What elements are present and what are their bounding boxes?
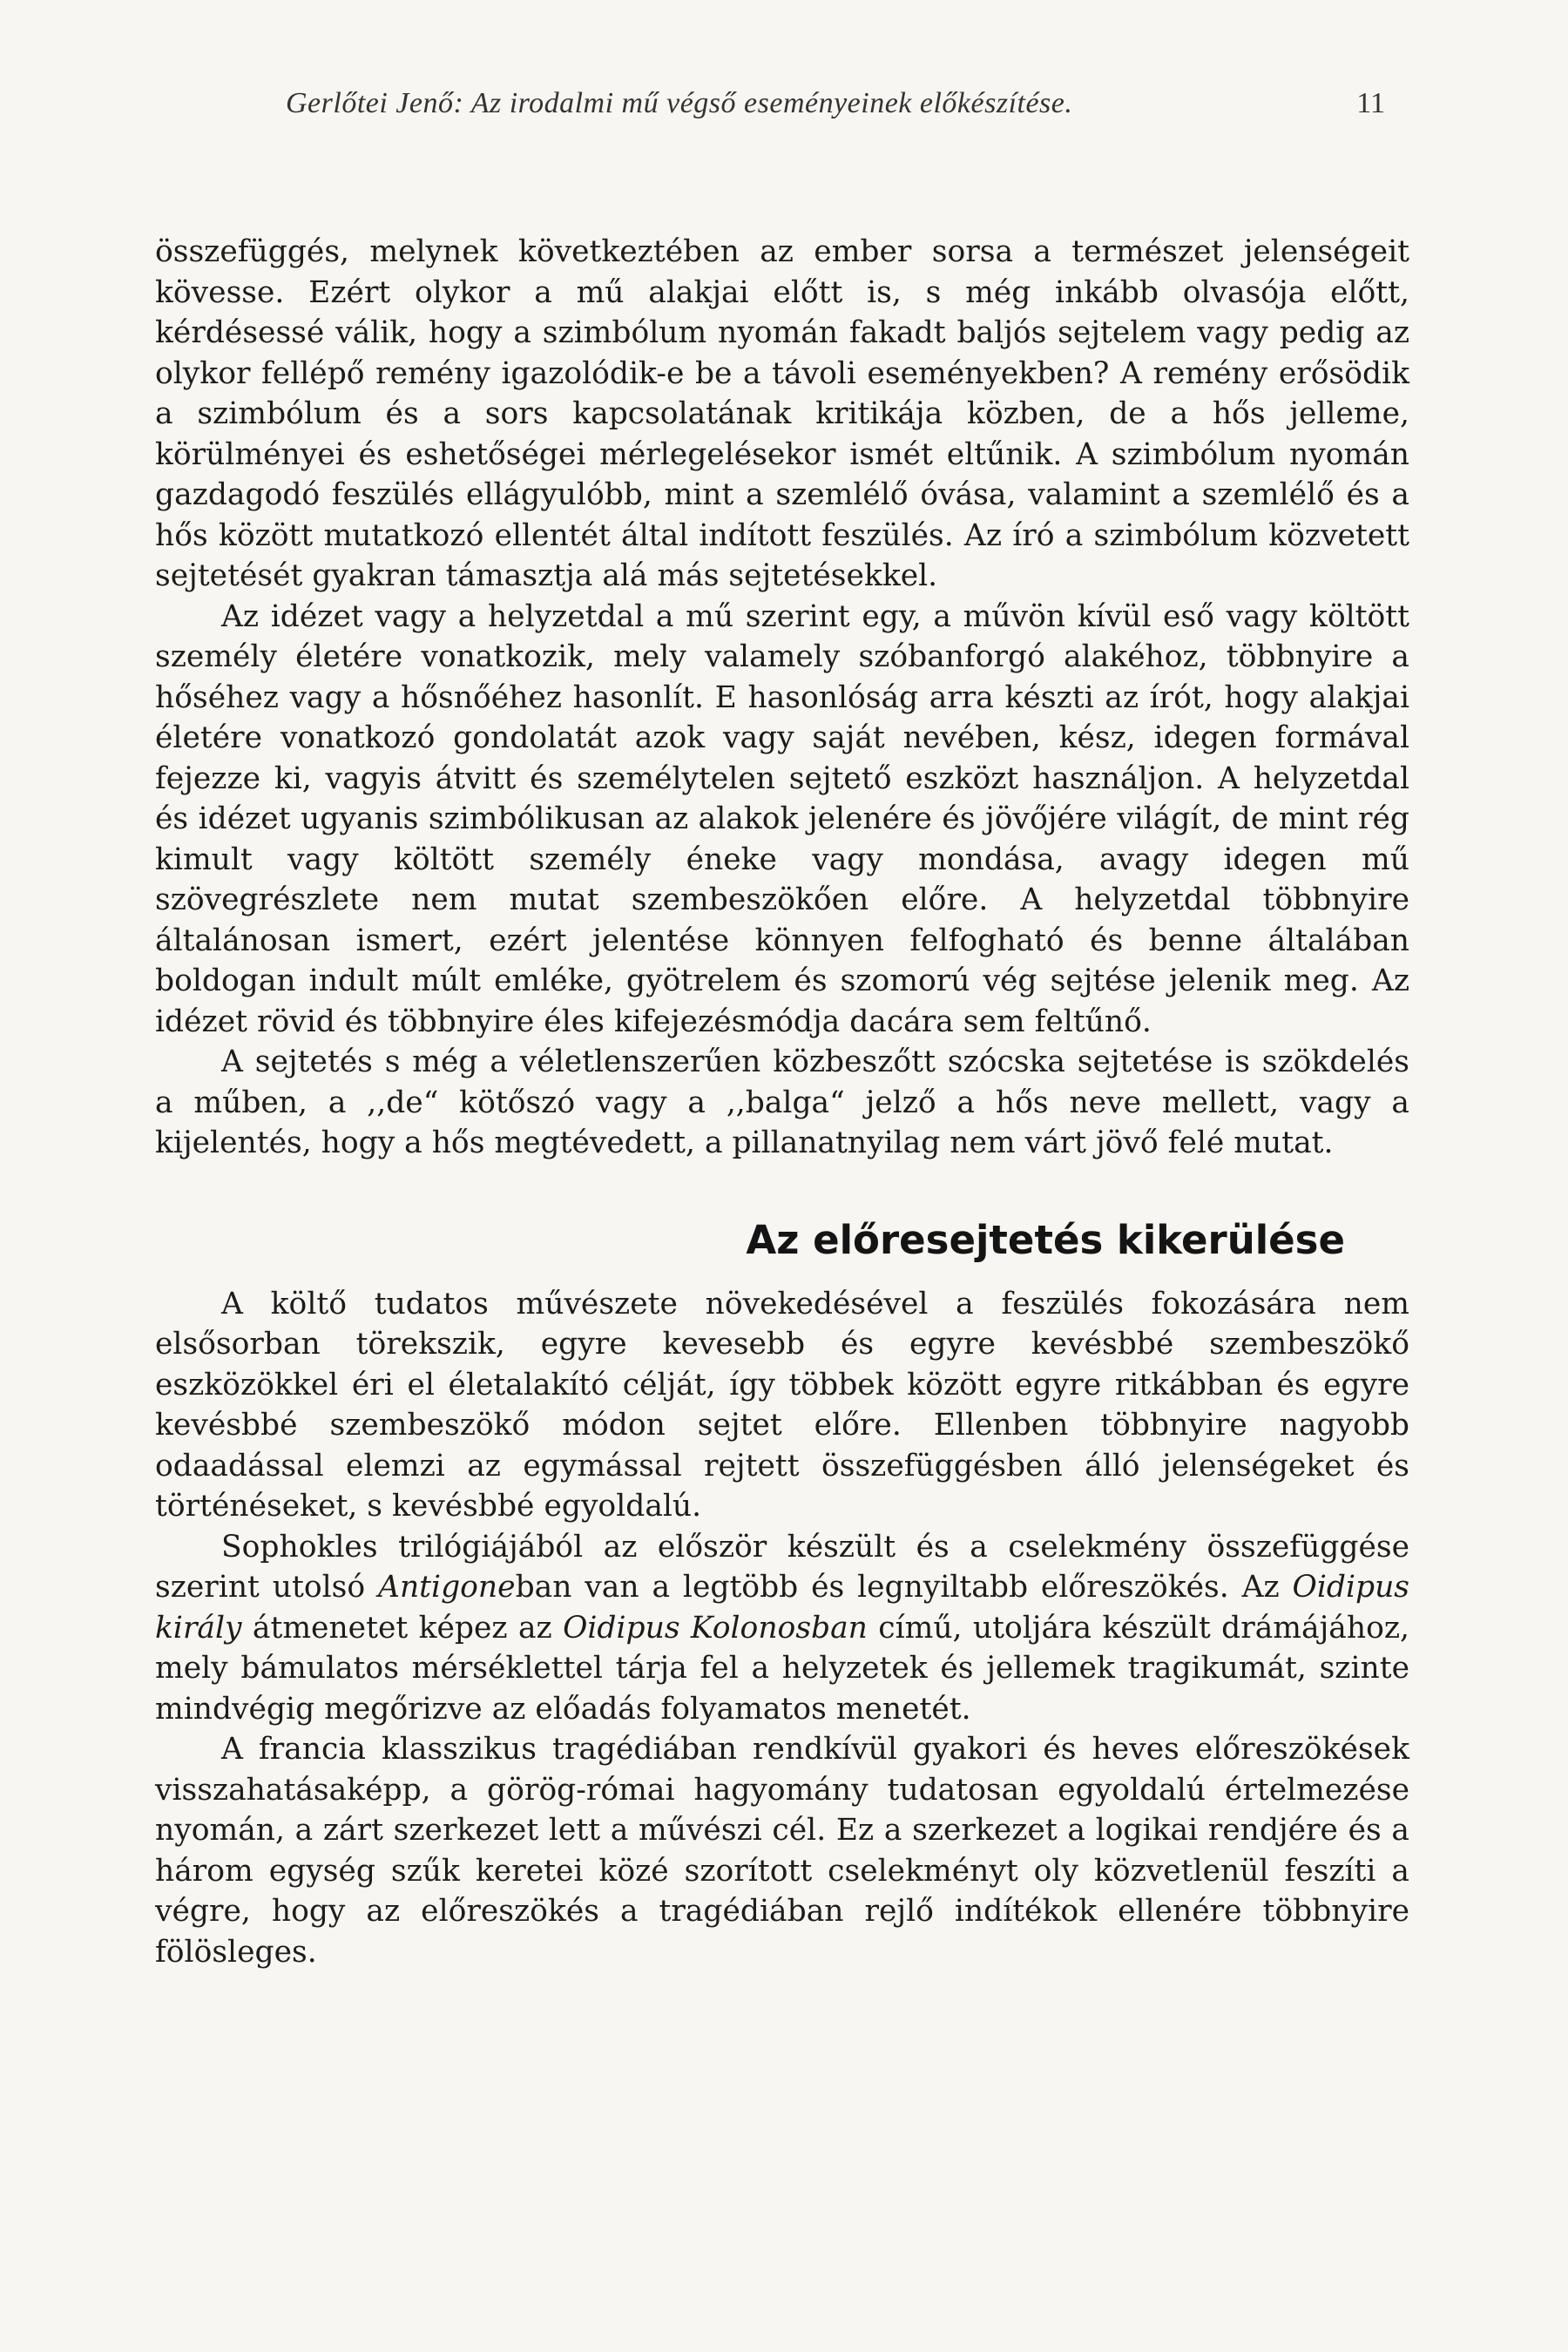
running-header — [155, 87, 1409, 131]
book-page — [155, 87, 1409, 2317]
paragraph-1: összefüggés, melynek következtében az ember sorsa a természet jelenségeit kövesse. Ezért olykor a mű alakjai előtt is, s még inkább olvasója előtt, kérdésessé válik, hogy a szimbólum nyomán fakadt baljós sejtelem vagy pedig az olykor fellépő remény igazolódik-e be a távoli eseményekben? A remény erősödik a szimbólum és a sors kapcsolatának kritikája közben, de a hős jelleme, körülményei és eshetőségei mérlegelésekor ismét eltűnik. A szimbólum nyomán gazdagodó feszülés ellágyulóbb, mint a szemlélő óvása, valamint a szemlélő és a hős között mutatkozó ellentét által indított feszülés. Az író a szimbólum közvetett sejtetését gyakran támasztja alá más sejtetésekkel. — [155, 234, 1409, 593]
paragraph-4: A költő tudatos művészete növekedésével a feszülés fokozására nem elsősorban törekszik, egyre kevesebb és egyre kevésbbé szembeszökő eszközökkel éri el életalakító célját, így többek között egyre ritkábban és egyre kevésbbé szembeszökő módon sejtet előre. Ellenben többnyire nagyobb odaadással elemzi az egymással rejtett összefüggésben álló jelenségeket és történéseket, s kevésbbé egyoldalú. — [155, 1286, 1409, 1524]
body-text — [155, 232, 1409, 1972]
title-oidipus-kiraly: Oidipus király — [155, 1570, 1409, 1646]
paragraph-5-text-4: című, utoljára készült drámájához, mely bámulatos mérséklettel tárja fel a helyzetek és jellemek tragikumát, szinte mindvégig megőrizve az előadás folyamatos menetét. — [155, 1610, 1409, 1727]
paragraph-5-text-3: átmenetet képez az — [241, 1610, 564, 1646]
paragraph-3: A sejtetés s még a véletlenszerűen közbeszőtt szócska sejtetése is szökdelés a műben, a ,,de“ kötőszó vagy a ,,balga“ jelző a hős neve mellett, vagy a kijelentés, hogy a hős megtévedett, a pillanatnyilag nem várt jövő felé mutat. — [155, 1044, 1409, 1160]
paragraph-6: A francia klasszikus tragédiában rendkívül gyakori és heves előreszökések visszahatásaképp, a görög-római hagyomány tudatosan egyoldalú értelmezése nyomán, a zárt szerkezet lett a művészi cél. Ez a szerkezet a logikai rendjére és a három egység szűk keretei közé szorított cselekményt oly közvetlenül feszíti a végre, hogy az előreszökés a tragédiában rejlő indítékok ellenére többnyire fölösleges. — [155, 1732, 1409, 1970]
title-antigone: Antigone — [378, 1570, 516, 1605]
paragraph-5-text-2: ban van a legtöbb és legnyiltabb előreszökés. Az — [515, 1570, 1293, 1605]
page-number: 11 — [1356, 87, 1385, 119]
title-oidipus-kolonosban: Oidipus Kolonosban — [563, 1610, 868, 1646]
running-header-title: Gerlőtei Jenő: Az irodalmi mű végső eseményeinek előkészítése. — [286, 87, 1073, 119]
paragraph-2: Az idézet vagy a helyzetdal a mű szerint egy, a művön kívül eső vagy költött személy életére vonatkozik, mely valamely szóbanforgó alakéhoz, többnyire a hőséhez vagy a hősnőéhez hasonlít. E hasonlóság arra készti az írót, hogy alakjai életére vonatkozó gondolatát azok vagy saját nevében, kész, idegen formával fejezze ki, vagyis átvitt és személytelen sejtető eszközt használjon. A helyzetdal és idézet ugyanis szimbólikusan az alakok jelenére és jövőjére világít, de mint rég kimult vagy költött személy éneke vagy mondása, avagy idegen mű szövegrészlete nem mutat szembeszökően előre. A helyzetdal többnyire általánosan ismert, ezért jelentése könnyen felfogható és benne általában boldogan indult múlt emléke, gyötrelem és szomorú vég sejtése jelenik meg. Az idézet rövid és többnyire éles kifejezésmódja dacára sem feltűnő. — [155, 598, 1409, 1039]
section-title: Az előresejtetés kikerülése — [746, 1216, 1345, 1263]
paragraph-5-text-1: Sophokles trilógiájából az először készült és a cselekmény összefüggése szerint utolsó — [155, 1529, 1409, 1605]
paragraph-5 — [155, 1527, 1409, 1730]
